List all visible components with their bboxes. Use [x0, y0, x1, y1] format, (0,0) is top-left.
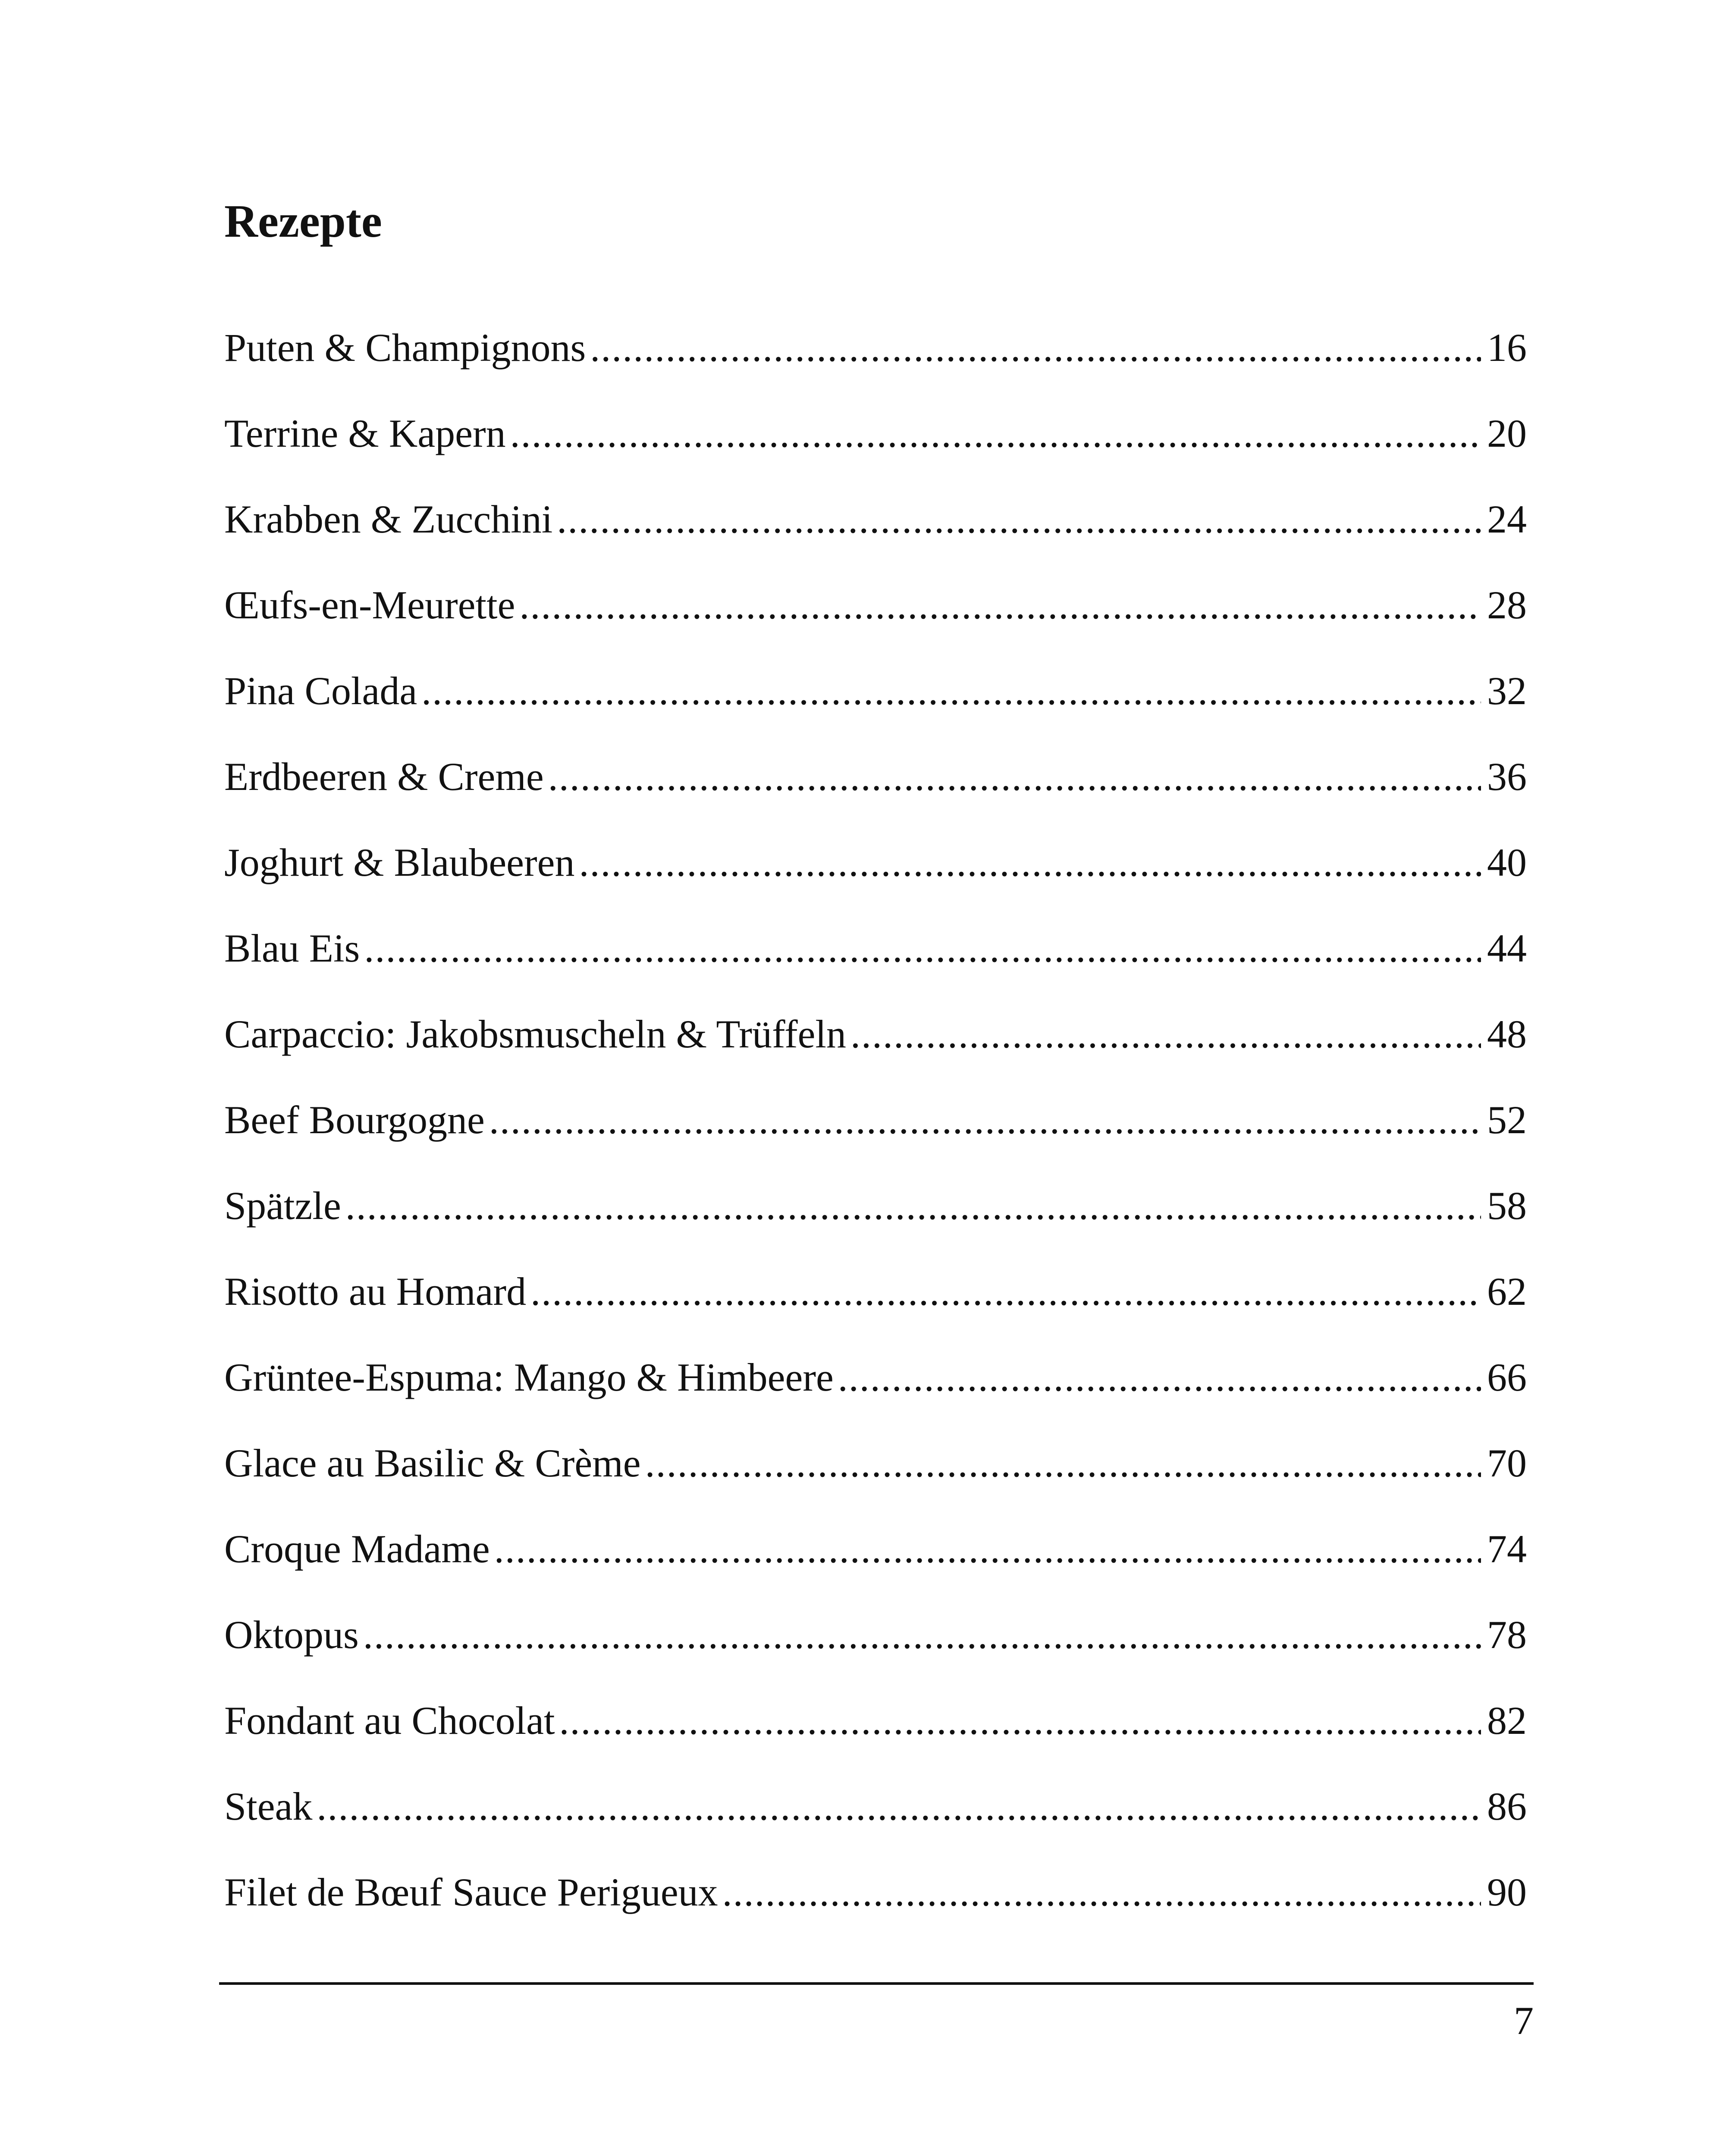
- toc-entry-title: Fondant au Chocolat: [224, 1701, 555, 1742]
- toc-leader-dots: [363, 1615, 1481, 1655]
- toc-entry: [224, 1615, 1527, 1701]
- toc-leader-dots: [510, 414, 1481, 453]
- toc-leader-dots: [494, 1529, 1481, 1569]
- toc-leader-dots: [579, 843, 1481, 882]
- toc-entry: [224, 414, 1527, 499]
- toc-leader-dots: [421, 671, 1481, 711]
- toc-entry-title: Terrine & Kapern: [224, 414, 506, 455]
- toc-entry: [224, 843, 1527, 928]
- toc-entry: [224, 1272, 1527, 1357]
- toc-leader-dots: [548, 757, 1481, 796]
- toc-leader-dots: [590, 328, 1481, 367]
- toc-entry-page: 20: [1487, 414, 1527, 455]
- toc-entry-title: Blau Eis: [224, 928, 360, 970]
- toc-entry-page: 74: [1487, 1529, 1527, 1571]
- toc-entry: [224, 671, 1527, 757]
- toc-entry-title: Joghurt & Blaubeeren: [224, 843, 575, 884]
- toc-leader-dots: [345, 1186, 1481, 1225]
- toc-entry-title: Croque Madame: [224, 1529, 490, 1571]
- toc-entry: [224, 1786, 1527, 1872]
- toc-entry: [224, 1357, 1527, 1443]
- toc-leader-dots: [530, 1272, 1481, 1311]
- footer-divider: [219, 1982, 1534, 1985]
- toc-entry-page: 70: [1487, 1443, 1527, 1485]
- toc-entry-page: 66: [1487, 1357, 1527, 1399]
- toc-entry-page: 24: [1487, 499, 1527, 541]
- toc-entry: [224, 328, 1527, 414]
- toc-entry: [224, 1100, 1527, 1186]
- toc-entry-page: 90: [1487, 1872, 1527, 1914]
- toc-entry-title: Glace au Basilic & Crème: [224, 1443, 641, 1485]
- toc-leader-dots: [838, 1357, 1481, 1397]
- toc-leader-dots: [722, 1872, 1481, 1912]
- toc-entry-title: Oktopus: [224, 1615, 359, 1657]
- toc-entry: [224, 757, 1527, 843]
- toc-entry-title: Filet de Bœuf Sauce Perigueux: [224, 1872, 718, 1914]
- toc-leader-dots: [557, 499, 1481, 539]
- toc-entry-page: 16: [1487, 328, 1527, 370]
- toc-entry-page: 52: [1487, 1100, 1527, 1142]
- toc-entry-title: Puten & Champignons: [224, 328, 586, 370]
- toc-leader-dots: [317, 1786, 1481, 1826]
- toc-entry: [224, 1186, 1527, 1272]
- toc-entry-page: 32: [1487, 671, 1527, 713]
- toc-entry-title: Œufs-en-Meurette: [224, 585, 515, 627]
- toc-entry-title: Beef Bourgogne: [224, 1100, 485, 1142]
- toc-entry-page: 78: [1487, 1615, 1527, 1657]
- toc-leader-dots: [489, 1100, 1481, 1140]
- toc-entry-page: 36: [1487, 757, 1527, 799]
- toc-leader-dots: [850, 1014, 1481, 1054]
- toc-entry: [224, 1014, 1527, 1100]
- toc-entry-page: 62: [1487, 1272, 1527, 1313]
- toc-entry-page: 28: [1487, 585, 1527, 627]
- toc-entry: [224, 928, 1527, 1014]
- toc-entry: [224, 1529, 1527, 1615]
- toc-entry-title: Carpaccio: Jakobsmuscheln & Trüffeln: [224, 1014, 846, 1056]
- toc-entry: [224, 1443, 1527, 1529]
- toc-entry-title: Steak: [224, 1786, 313, 1828]
- page-title: Rezepte: [224, 196, 382, 247]
- toc-entry-title: Grüntee-Espuma: Mango & Himbeere: [224, 1357, 834, 1399]
- toc-leader-dots: [519, 585, 1481, 625]
- toc-leader-dots: [364, 928, 1481, 968]
- toc-entry-title: Risotto au Homard: [224, 1272, 527, 1313]
- toc-entry: [224, 499, 1527, 585]
- toc-leader-dots: [559, 1701, 1481, 1740]
- table-of-contents: [224, 328, 1527, 1958]
- toc-entry-page: 40: [1487, 843, 1527, 884]
- toc-entry: [224, 1872, 1527, 1958]
- toc-entry-page: 58: [1487, 1186, 1527, 1228]
- page-number: 7: [1514, 1999, 1534, 2043]
- toc-entry-title: Pina Colada: [224, 671, 417, 713]
- toc-entry-page: 82: [1487, 1701, 1527, 1742]
- toc-entry-title: Krabben & Zucchini: [224, 499, 553, 541]
- toc-entry-page: 86: [1487, 1786, 1527, 1828]
- toc-leader-dots: [645, 1443, 1481, 1483]
- toc-entry-title: Erdbeeren & Creme: [224, 757, 544, 799]
- toc-entry: [224, 1701, 1527, 1786]
- toc-entry-page: 44: [1487, 928, 1527, 970]
- toc-entry-title: Spätzle: [224, 1186, 341, 1228]
- toc-entry: [224, 585, 1527, 671]
- toc-entry-page: 48: [1487, 1014, 1527, 1056]
